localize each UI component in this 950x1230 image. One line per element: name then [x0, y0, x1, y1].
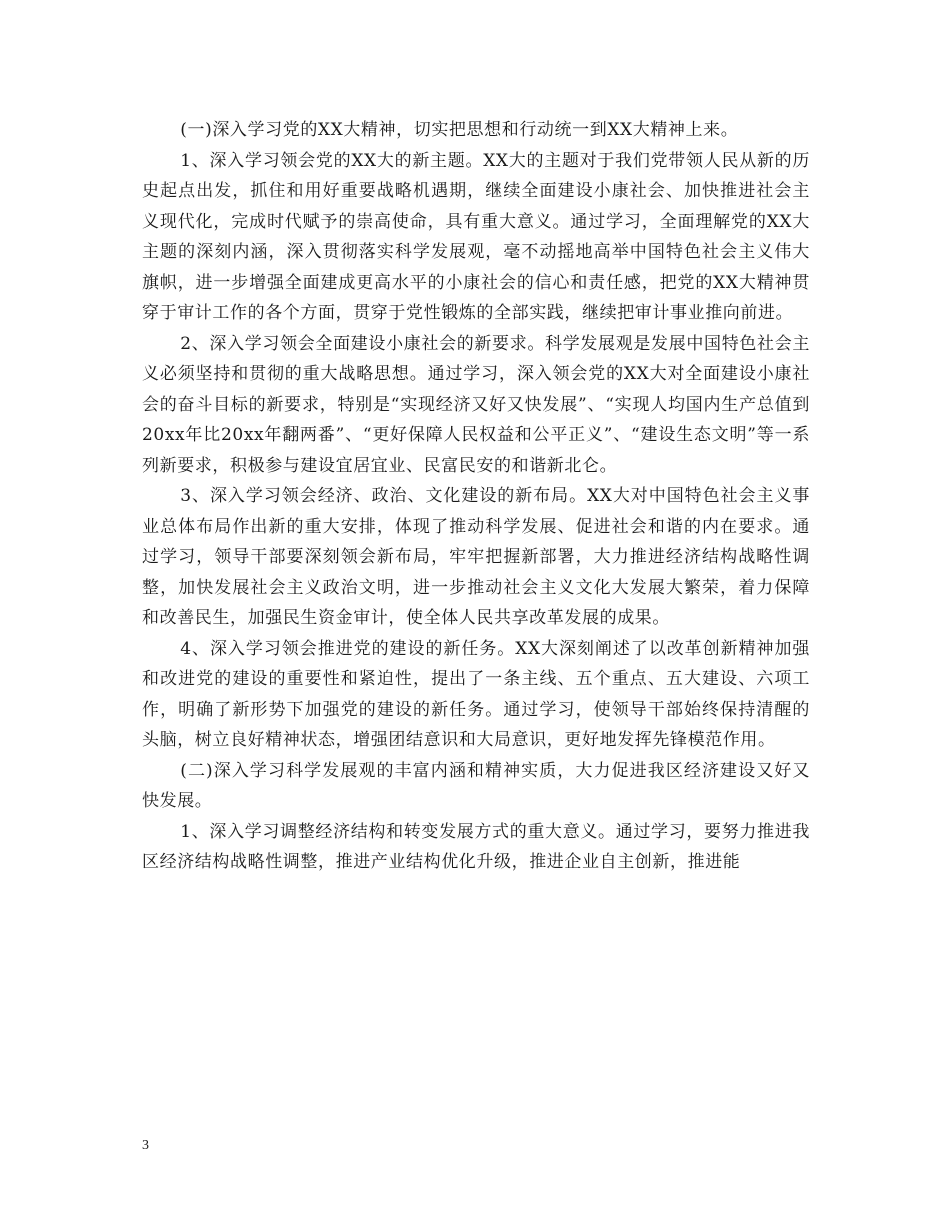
- paragraph-item-1-3: 3、深入学习领会经济、政治、文化建设的新布局。XX大对中国特色社会主义事业总体布局作出新的重大安排，体现了推动科学发展、促进社会和谐的内在要求。通过学习，领导干部要深刻领会新布局，牢牢把握新部署，大力推进经济结构战略性调整，加快发展社会主义政治文明，进一步推动社会主义文化大发展大繁荣，着力保障和改善民生，加强民生资金审计，使全体人民共享改革发展的成果。: [142, 486, 810, 628]
- paragraph-item-2-1: 1、深入学习调整经济结构和转变发展方式的重大意义。通过学习，要努力推进我区经济结构战略性调整，推进产业结构优化升级，推进企业自主创新，推进能: [142, 821, 810, 872]
- section-heading-1: (一)深入学习党的XX大精神，切实把思想和行动统一到XX大精神上来。: [180, 120, 739, 140]
- document-body: [142, 115, 810, 878]
- section-heading-2: (二)深入学习科学发展观的丰富内涵和精神实质，大力促进我区经济建设又好又快发展。: [142, 760, 810, 811]
- paragraph-item-1-2: 2、深入学习领会全面建设小康社会的新要求。科学发展观是发展中国特色社会主义必须坚持和贯彻的重大战略思想。通过学习，深入领会党的XX大对全面建设小康社会的奋斗目标的新要求，特别是“实现经济又好又快发展”、“实现人均国内生产总值到20xx年比20xx年翻两番”、“更好保障人民权益和公平正义”、“建设生态文明”等一系列新要求，积极参与建设宜居宜业、民富民安的和谐新北仑。: [142, 333, 810, 476]
- paragraph-item-1-4: 4、深入学习领会推进党的建设的新任务。XX大深刻阐述了以改革创新精神加强和改进党的建设的重要性和紧迫性，提出了一条主线、五个重点、五大建设、六项工作，明确了新形势下加强党的建设的新任务。通过学习，使领导干部始终保持清醒的头脑，树立良好精神状态，增强团结意识和大局意识，更好地发挥先锋模范作用。: [142, 638, 810, 750]
- page-number: 3: [142, 1138, 149, 1153]
- paragraph-item-1-1: 1、深入学习领会党的XX大的新主题。XX大的主题对于我们党带领人民从新的历史起点出发，抓住和用好重要战略机遇期，继续全面建设小康社会、加快推进社会主义现代化，完成时代赋予的崇高使命，具有重大意义。通过学习，全面理解党的XX大主题的深刻内涵，深入贯彻落实科学发展观，毫不动摇地高举中国特色社会主义伟大旗帜，进一步增强全面建成更高水平的小康社会的信心和责任感，把党的XX大精神贯穿于审计工作的各个方面，贯穿于党性锻炼的全部实践，继续把审计事业推向前进。: [142, 150, 810, 323]
